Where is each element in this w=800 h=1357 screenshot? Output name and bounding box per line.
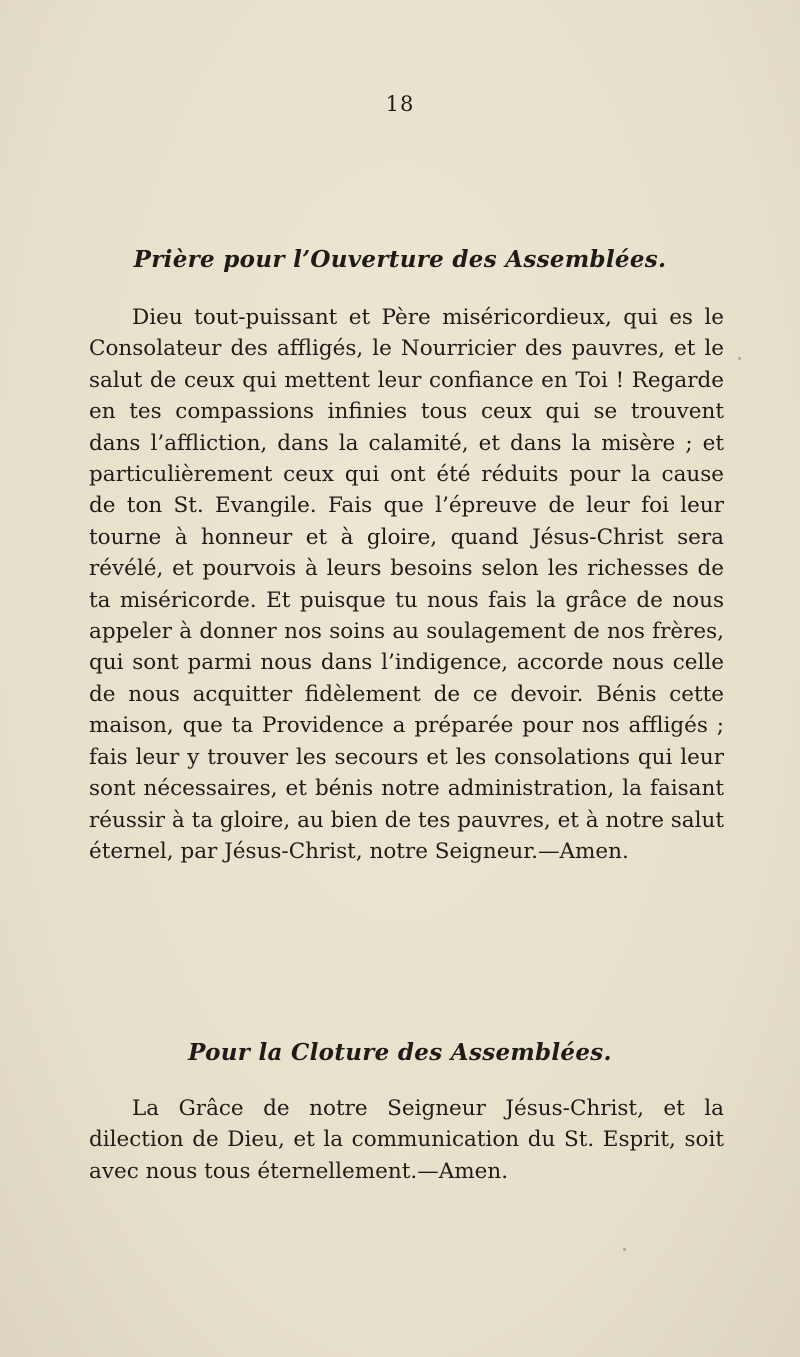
- page-number: 18: [385, 92, 415, 116]
- opening-prayer-text: Dieu tout-puissant et Père miséricordieux, qui es le Consolateur des affligés, le Nourricier des pauvres, et le salut de ceux qui mettent leur confiance en Toi ! Regarde en tes compassions infinies tous ceux qui se trouvent dans l’affliction, dans la calamité, et dans la misère ; et particulièrement ceux qui ont été réduits pour la cause de ton St. Evangile. Fais que l’épreuve de leur foi leur tourne à honneur et à gloire, quand Jésus-Christ sera révélé, et pourvois à leurs besoins selon les richesses de ta miséricorde. Et puisque tu nous fais la grâce de nous appeler à donner nos soins au soulagement de nos frères, qui sont parmi nous dans l’indigence, accorde nous celle de nous acquitter fidèlement de ce devoir. Bénis cette maison, que ta Providence a préparée pour nos affligés ; fais leur y trouver les secours et les consolations qui leur sont nécessaires, et bénis notre administration, la faisant réussir à ta gloire, au bien de tes pauvres, et à notre salut éternel, par Jésus-Christ, notre Seigneur.—Amen.: [89, 305, 724, 864]
- opening-prayer-title: Prière pour l’Ouverture des Assemblées.: [133, 246, 667, 273]
- paper-speck: [738, 357, 741, 360]
- closing-prayer-text: La Grâce de notre Seigneur Jésus-Christ, et la dilection de Dieu, et la communication du St. Esprit, soit avec nous tous éternellement.—Amen.: [89, 1096, 724, 1184]
- paper-speck: [623, 1248, 626, 1251]
- closing-prayer-title: Pour la Cloture des Assemblées.: [188, 1039, 612, 1066]
